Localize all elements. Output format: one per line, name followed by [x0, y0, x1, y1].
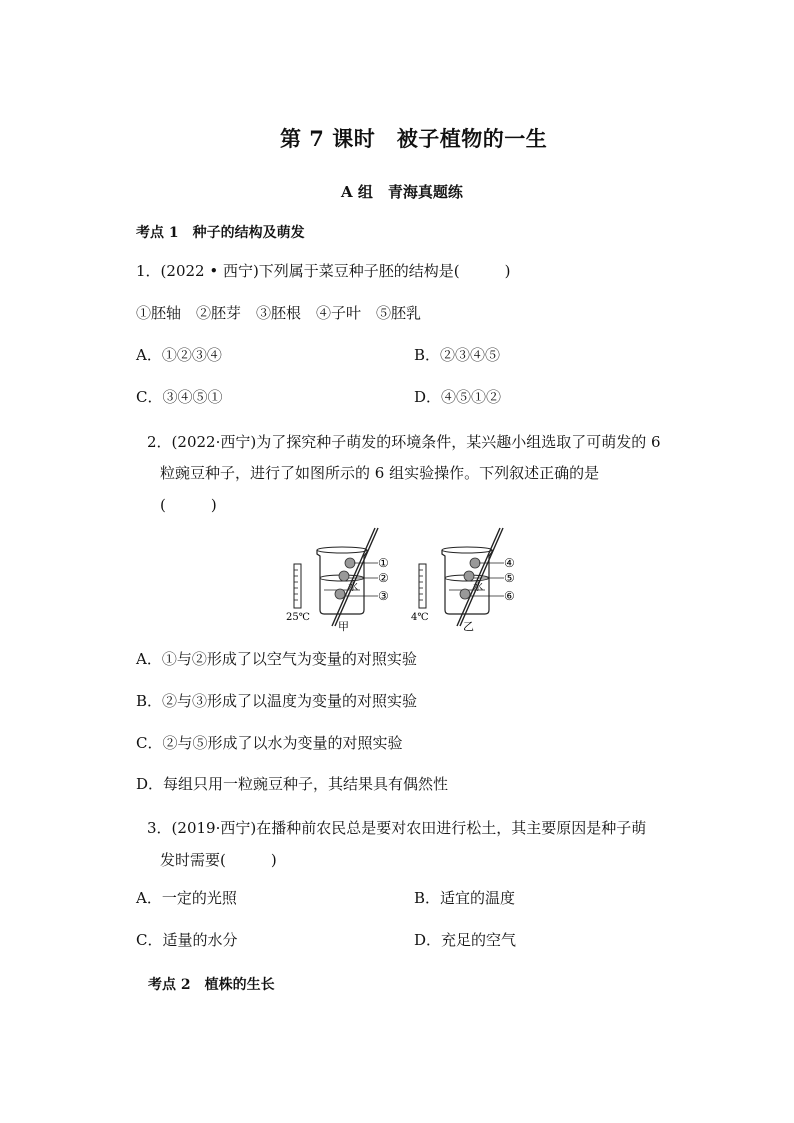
q3-stem-line1: 3．(2019·西宁)在播种前农民总是要对农田进行松土，其主要原因是种子萌	[147, 819, 647, 837]
q2-option-b: B．②与③形成了以温度为变量的对照实验	[136, 692, 418, 710]
q2-stem-line2: 粒豌豆种子，进行了如图所示的 6 组实验操作。下列叙述正确的是	[160, 464, 600, 482]
q2-option-c: C．②与⑤形成了以水为变量的对照实验	[136, 734, 403, 752]
left-temp-label: 25℃	[286, 612, 310, 623]
thermometer-right-icon	[419, 564, 426, 608]
left-beaker-label: 甲	[338, 620, 349, 633]
q2-stem-line3: ( )	[160, 496, 217, 514]
kaodian-2-heading: 考点 2 植株的生长	[148, 977, 275, 993]
mark-4: ④	[504, 556, 515, 570]
q1-option-d: D．④⑤①②	[414, 388, 502, 406]
page-title: 第 7 课时 被子植物的一生	[280, 126, 548, 151]
group-heading: A 组 青海真题练	[341, 183, 463, 201]
water-label-left: 水	[348, 582, 358, 593]
mark-2: ②	[378, 571, 389, 585]
beaker-right-icon	[442, 528, 504, 626]
q3-option-d: D．充足的空气	[414, 931, 517, 949]
mark-5: ⑤	[504, 571, 515, 585]
mark-1: ①	[378, 556, 389, 570]
q3-option-b: B．适宜的温度	[414, 889, 516, 907]
beaker-left-icon	[317, 528, 378, 626]
q2-experiment-figure	[280, 522, 530, 634]
right-beaker-label: 乙	[463, 620, 474, 633]
q2-option-a: A．①与②形成了以空气为变量的对照实验	[136, 650, 417, 668]
q1-option-c: C．③④⑤①	[136, 388, 223, 406]
mark-6: ⑥	[504, 589, 515, 603]
kaodian-1-heading: 考点 1 种子的结构及萌发	[136, 225, 305, 241]
right-temp-label: 4℃	[411, 612, 429, 623]
water-label-right: 水	[473, 582, 483, 593]
q1-items: ①胚轴 ②胚芽 ③胚根 ④子叶 ⑤胚乳	[136, 304, 422, 322]
q2-option-d: D．每组只用一粒豌豆种子，其结果具有偶然性	[136, 775, 449, 793]
mark-3: ③	[378, 589, 389, 603]
q3-stem-line2: 发时需要( )	[160, 851, 277, 869]
q3-option-a: A．一定的光照	[136, 889, 237, 907]
q1-option-b: B．②③④⑤	[414, 346, 501, 364]
q3-option-c: C．适量的水分	[136, 931, 238, 949]
q1-option-a: A．①②③④	[136, 346, 222, 364]
q2-stem-line1: 2．(2022·西宁)为了探究种子萌发的环境条件，某兴趣小组选取了可萌发的 6	[147, 433, 661, 451]
q1-stem: 1．(2022 • 西宁)下列属于菜豆种子胚的结构是( )	[136, 262, 511, 280]
thermometer-left-icon	[294, 564, 301, 608]
